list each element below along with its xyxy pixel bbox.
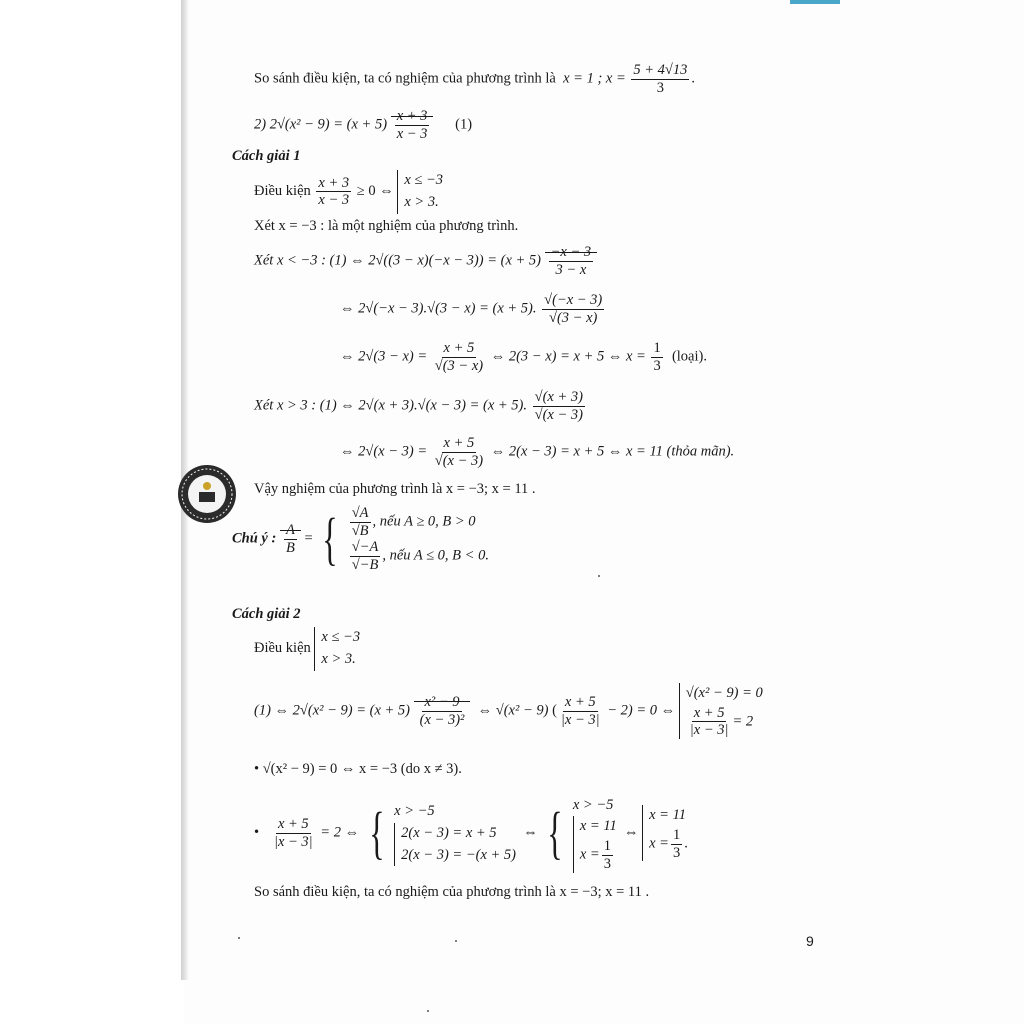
step-1: ⇔ 2√(−x − 3).√(3 − x) = (x + 5). $\frac{√(-x - 3)}{√(3 - x)}$ bbox=[340, 292, 603, 326]
case-x-gt-3: Xét x > 3 : (1) ⇔ 2√(x + 3).√(x − 3) = (x + 5). $\frac{√(x + 3)}{√(x - 3)}$ bbox=[254, 389, 583, 423]
method-2-equation: (1) ⇔ 2√(x² − 9) = (x + 5) $\frac{\text{x² − 9}}{\text{(x − 3)²}}$ ⇔ √(x² − 9) ( $\frac{x + 5}{|x - 3|}$ − 2) = 0 ⇔ √(x² − 9) = 0 $\frac{x + 5}{|x - 3|}$ = 2 bbox=[254, 685, 763, 739]
step-2: ⇔ 2√(3 − x) = $\frac{x + 5}{√(3 - x)}$ ⇔ 2(3 − x) = x + 5 ⇔ x = $\frac{1}{3}$ (loại). bbox=[340, 340, 707, 374]
heading-method-1: Cách giải 1 bbox=[232, 148, 301, 164]
condition-1: Điều kiện $\frac{x + 3}{x - 3}$ ≥ 0 ⇔ x ≤ −3 x > 3. bbox=[254, 170, 443, 214]
case-x-eq-minus3: Xét x = −3 : là một nghiệm của phương trình. bbox=[254, 218, 519, 234]
case-x-lt-minus3: Xét x < −3 : (1) ⇔ 2√((3 − x)(−x − 3)) = (x + 5) $\frac{-x - 3}{3 - x}$ bbox=[254, 244, 597, 278]
conclusion-method-1: Vậy nghiệm của phương trình là x = −3; x = 11 . bbox=[254, 481, 536, 497]
heading-method-2: Cách giải 2 bbox=[232, 606, 301, 622]
final-conclusion: So sánh điều kiện, ta có nghiệm của phương trình là x = −3; x = 11 . bbox=[254, 884, 650, 900]
line-conclusion-1: So sánh điều kiện, ta có nghiệm của phương trình là x = 1 ; x = $\frac{5 + 4√13}{3}$ . bbox=[254, 62, 695, 96]
problem-2: 2) 2√(x² − 9) = (x + 5) $\frac{x + 3}{x - 3}$ (1) bbox=[254, 108, 473, 142]
speck bbox=[598, 575, 600, 577]
library-stamp-icon bbox=[175, 462, 239, 526]
speck bbox=[427, 1010, 429, 1012]
page-number: 9 bbox=[806, 933, 814, 949]
speck bbox=[238, 937, 240, 939]
step-3: ⇔ 2√(x − 3) = $\frac{x + 5}{√(x - 3)}$ ⇔ 2(x − 3) = x + 5 ⇔ x = 11 (thỏa mãn). bbox=[340, 435, 735, 469]
bullet-1: • √(x² − 9) = 0 ⇔ x = −3 (do x ≠ 3). bbox=[254, 761, 462, 777]
note: Chú ý : $\frac{A}{B}$ = { $\frac{√A}{√B}$ , nếu A ≥ 0, B > 0 $\frac{√-A}{√-B}$ , nếu A ≤ 0, B < 0. bbox=[232, 505, 489, 574]
top-color-tab bbox=[790, 0, 840, 4]
speck bbox=[455, 940, 457, 942]
page-margin bbox=[0, 0, 184, 1024]
bullet-2: • $\frac{x + 5}{|x - 3|}$ = 2 ⇔ { x > −5 2(x − 3) = x + 5 2(x − 3) = −(x + 5) ⇔ { x > −5 x = 11 x = $\frac{1}{3}$ ⇔ x = 11 x = $\frac{1}{3}$ . bbox=[254, 797, 688, 872]
condition-2: Điều kiện x ≤ −3 x > 3. bbox=[254, 627, 360, 671]
